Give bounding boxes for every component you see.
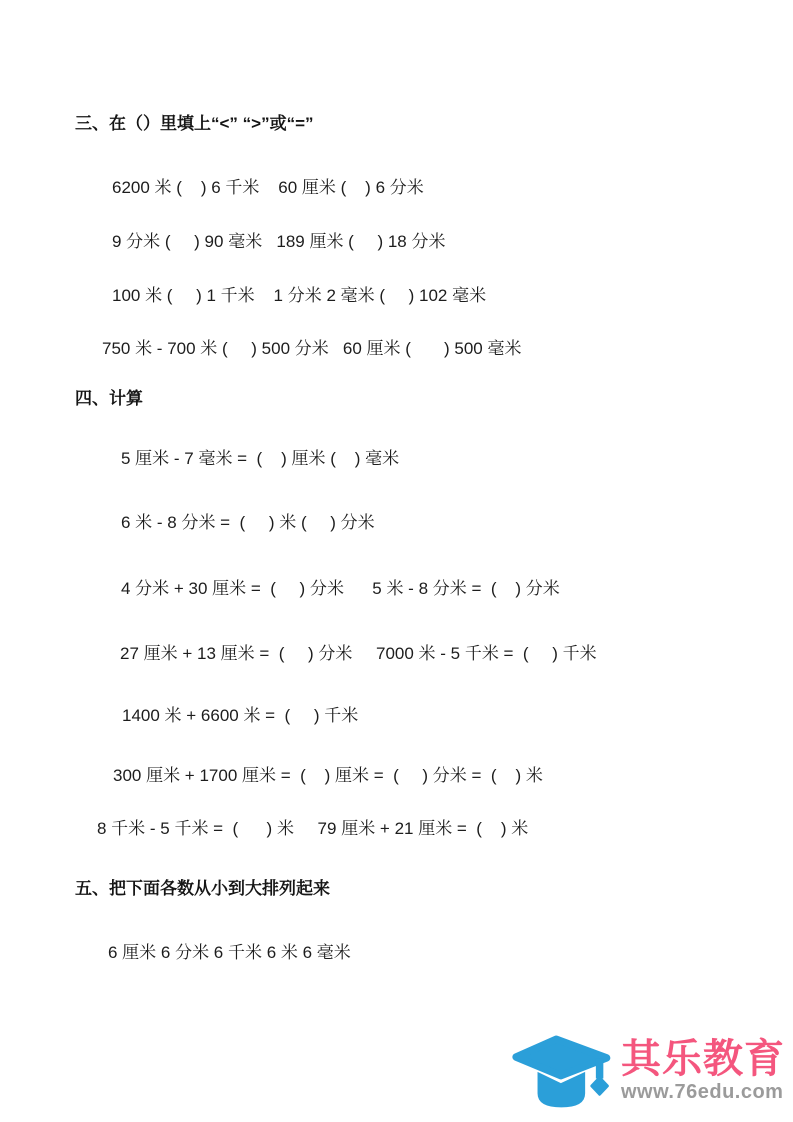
exercise-line: 9 分米 ( ) 90 毫米 189 厘米 ( ) 18 分米 [112, 232, 446, 251]
exercise-line: 8 千米 - 5 千米 = ( ) 米 79 厘米 + 21 厘米 = ( ) 米 [97, 819, 529, 838]
exercise-line: 300 厘米 + 1700 厘米 = ( ) 厘米 = ( ) 分米 = ( ) 米 [113, 766, 543, 785]
section-three-lines [75, 177, 753, 359]
exercise-line: 4 分米 + 30 厘米 = ( ) 分米 5 米 - 8 分米 = ( ) 分米 [121, 579, 560, 598]
section-heading-five: 五、把下面各数从小到大排列起来 [75, 879, 330, 898]
graduation-cap-icon [503, 1027, 615, 1115]
brand-name: 其乐教育 [621, 1037, 785, 1081]
exercise-line: 27 厘米 + 13 厘米 = ( ) 分米 7000 米 - 5 千米 = ( ) 千米 [120, 644, 597, 663]
section-four-lines [75, 448, 753, 839]
section-heading-three: 三、在（）里填上“<” “>”或“=” [75, 114, 314, 133]
exercise-line: 1400 米 + 6600 米 = ( ) 千米 [122, 706, 359, 725]
exercise-line: 750 米 - 700 米 ( ) 500 分米 60 厘米 ( ) 500 毫米 [102, 339, 522, 358]
brand-website-url: www.76edu.com [621, 1081, 784, 1103]
section-heading-four: 四、计算 [75, 389, 143, 408]
section-sort [75, 878, 753, 963]
exercise-line: 6 厘米 6 分米 6 千米 6 米 6 毫米 [108, 943, 351, 962]
exercise-line: 6 米 - 8 分米 = ( ) 米 ( ) 分米 [121, 513, 375, 532]
brand-logo [503, 1027, 785, 1115]
section-calculate [75, 388, 753, 839]
exercise-line: 100 米 ( ) 1 千米 1 分米 2 毫米 ( ) 102 毫米 [112, 286, 487, 305]
exercise-line: 5 厘米 - 7 毫米 = ( ) 厘米 ( ) 毫米 [121, 449, 400, 468]
exercise-line: 6200 米 ( ) 6 千米 60 厘米 ( ) 6 分米 [112, 178, 424, 197]
section-compare [75, 113, 753, 359]
brand-text-block [621, 1039, 785, 1103]
section-five-lines [75, 942, 753, 963]
